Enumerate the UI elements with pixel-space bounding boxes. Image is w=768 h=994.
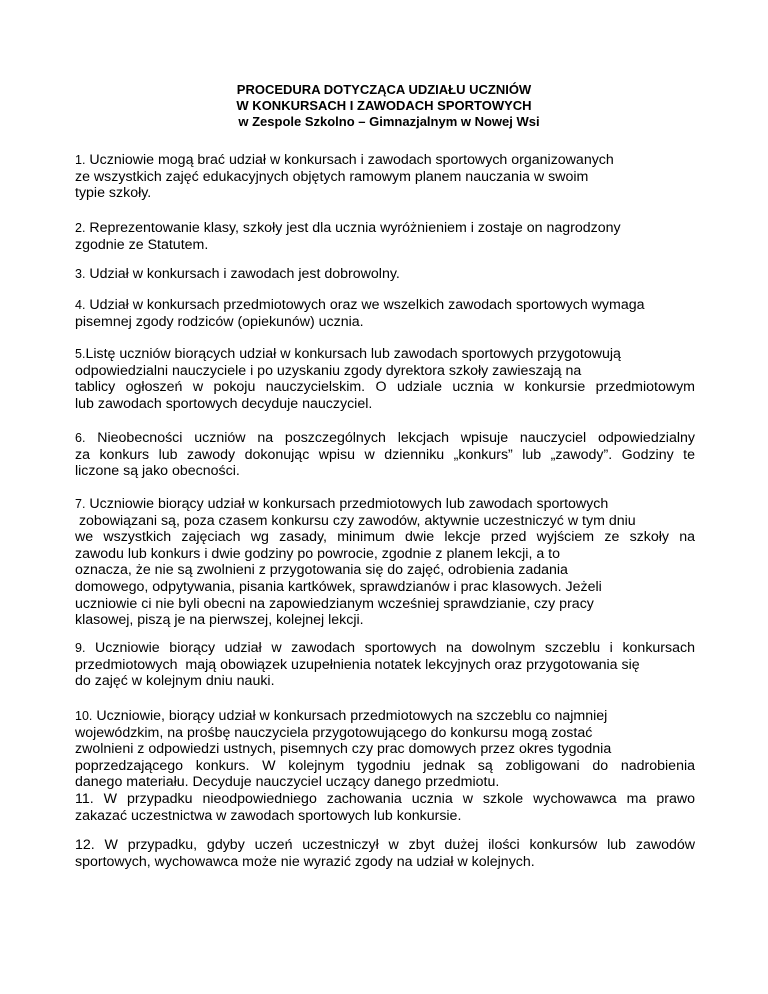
paragraph-3	[75, 266, 695, 283]
paragraph-line: poprzedzającego konkurs. W kolejnym tygodniu jednak są zobligowani do nadrobienia	[75, 757, 695, 774]
paragraph-number: 7.	[75, 497, 86, 511]
paragraph-line: 7. Uczniowie biorący udział w konkursach przedmiotowych lub zawodach sportowych	[75, 496, 609, 512]
paragraph-9	[75, 640, 695, 690]
paragraph-line: ze wszystkich zajęć edukacyjnych objętych ramowym planem nauczania w swoim	[75, 168, 589, 185]
paragraph-line: 9. Uczniowie biorący udział w zawodach sportowych na dowolnym szczeblu i konkursach	[75, 640, 695, 656]
paragraph-line: zakazać uczestnictwa w zawodach sportowych lub konkursie.	[75, 807, 462, 824]
paragraph-number: 10.	[75, 709, 93, 723]
paragraph-number: 1.	[75, 153, 86, 167]
paragraph-line: zwolnieni z odpowiedzi ustnych, pisemnych czy prac domowych przez okres tygodnia	[75, 741, 612, 758]
paragraph-line: do zajęć w kolejnym dniu nauki.	[75, 673, 275, 690]
paragraph-line: tablicy ogłoszeń w pokoju nauczycielskim. O udziale ucznia w konkursie przedmiotowym	[75, 379, 695, 396]
paragraph-line: pisemnej zgody rodziców (opiekunów) ucznia.	[75, 313, 364, 330]
paragraph-10	[75, 708, 695, 824]
paragraph-line: liczone są jako obecności.	[75, 463, 240, 480]
paragraph-line: zgodnie ze Statutem.	[75, 236, 209, 253]
paragraph-12	[75, 837, 695, 870]
paragraph-2	[75, 220, 695, 253]
paragraph-line: 2. Reprezentowanie klasy, szkoły jest dla ucznia wyróżnieniem i zostaje on nagrodzony	[75, 220, 621, 236]
paragraph-number: 9.	[75, 641, 86, 655]
paragraph-line: 11. W przypadku nieodpowiedniego zachowania ucznia w szkole wychowawca ma prawo	[75, 790, 695, 807]
paragraph-line: uczniowie ci nie byli obecni na zapowiedzianym wcześniej sprawdzianie, czy pracy	[75, 595, 594, 612]
paragraph-line: 5.Listę uczniów biorących udział w konkursach lub zawodach sportowych przygotowują	[75, 346, 621, 362]
paragraph-7	[75, 496, 695, 629]
paragraph-number: 6.	[75, 431, 86, 445]
paragraph-line: 10. Uczniowie, biorący udział w konkursach przedmiotowych na szczeblu co najmniej	[75, 708, 608, 724]
title-line-1: PROCEDURA DOTYCZĄCA UDZIAŁU UCZNIÓW	[236, 82, 532, 97]
paragraph-line: 12. W przypadku, gdyby uczeń uczestniczył w zbyt dużej ilości konkursów lub zawodów	[75, 837, 695, 853]
paragraph-line: lub zawodach sportowych decyduje nauczyciel.	[75, 395, 373, 412]
paragraph-1	[75, 152, 695, 202]
paragraph-line: oznacza, że nie są zwolnieni z przygotowania się do zajęć, odrobienia zadania	[75, 562, 568, 579]
paragraph-number: 3.	[75, 267, 86, 281]
paragraph-line: typie szkoły.	[75, 185, 152, 202]
paragraph-line: zawodu lub konkurs i dwie godziny po powrocie, zgodnie z planem lekcji, a to	[75, 545, 561, 562]
title-subtitle: w Zespole Szkolno – Gimnazjalnym w Nowej Wsi	[238, 114, 540, 129]
paragraph-line: 3. Udział w konkursach i zawodach jest dobrowolny.	[75, 266, 400, 282]
title-line-2: W KONKURSACH I ZAWODACH SPORTOWYCH	[236, 98, 532, 113]
paragraph-line: zobowiązani są, poza czasem konkursu czy zawodów, aktywnie uczestniczyć w tym dniu	[75, 512, 636, 529]
paragraph-5	[75, 346, 695, 412]
paragraph-line: 6. Nieobecności uczniów na poszczególnych lekcjach wpisuje nauczyciel odpowiedzialny	[75, 430, 695, 446]
paragraph-number: 4.	[75, 298, 86, 312]
paragraph-line: odpowiedzialni nauczyciele i po uzyskaniu zgody dyrektora szkoły zawieszają na	[75, 362, 582, 379]
paragraph-line: domowego, odpytywania, pisania kartkówek, sprawdzianów i prac klasowych. Jeżeli	[75, 578, 602, 595]
paragraph-line: za konkurs lub zawody dokonując wpisu w dzienniku „konkurs” lub „zawody”. Godziny te	[75, 446, 695, 463]
paragraph-number: 5.	[75, 347, 86, 361]
paragraph-line: danego materiału. Decyduje nauczyciel uczący danego przedmiotu.	[75, 774, 500, 791]
paragraph-line: 1. Uczniowie mogą brać udział w konkursach i zawodach sportowych organizowanych	[75, 152, 614, 168]
paragraph-6	[75, 430, 695, 480]
paragraph-4	[75, 297, 695, 330]
paragraph-line: 4. Udział w konkursach przedmiotowych oraz we wszelkich zawodach sportowych wymaga	[75, 297, 645, 313]
paragraph-line: we wszystkich zajęciach wg zasady, minimum dwie lekcje przed wyjściem ze szkoły na	[75, 529, 695, 546]
paragraph-number: 2.	[75, 221, 86, 235]
paragraph-line: wojewódzkim, na prośbę nauczyciela przygotowującego do konkursu mogą zostać	[75, 724, 593, 741]
paragraph-line: klasowej, piszą je na pierwszej, kolejnej lekcji.	[75, 612, 364, 629]
document-title	[0, 82, 768, 130]
paragraph-line: przedmiotowych mają obowiązek uzupełnienia notatek lekcyjnych oraz przygotowania się	[75, 656, 640, 673]
paragraph-line: sportowych, wychowawca może nie wyrazić zgody na udział w kolejnych.	[75, 853, 535, 870]
